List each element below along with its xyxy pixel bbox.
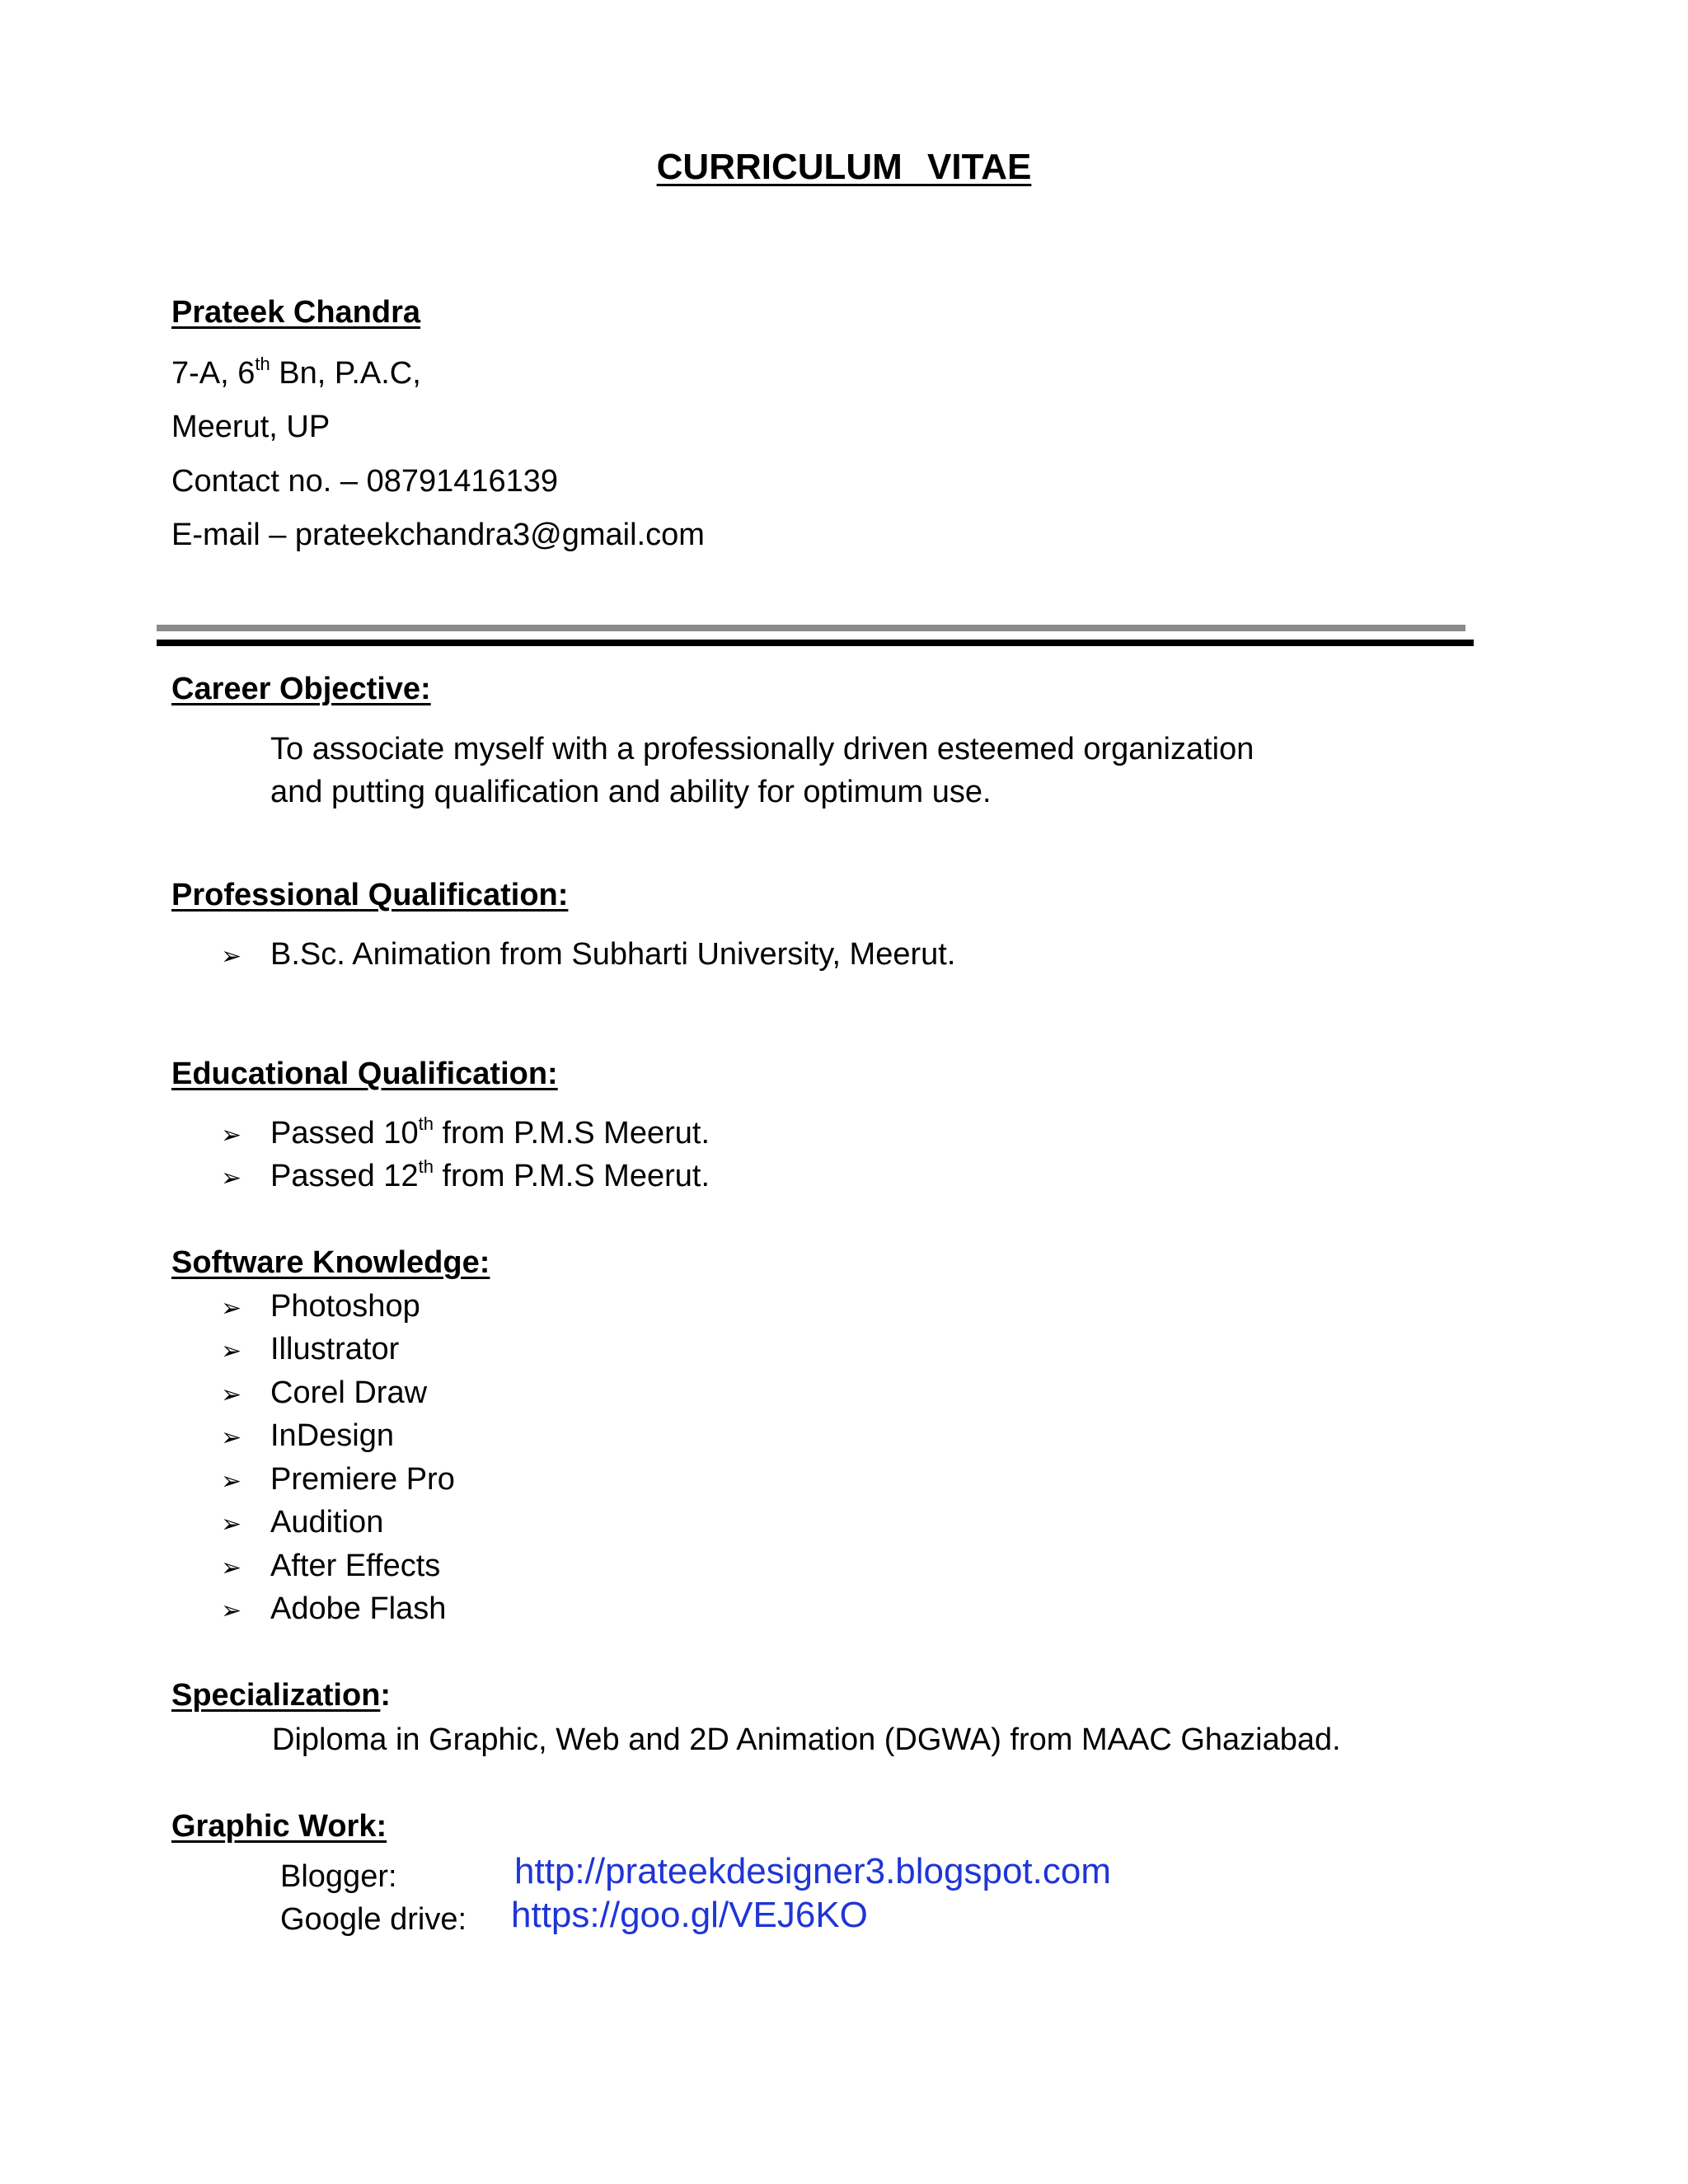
arrow-bullet-icon: ➢ [221, 1423, 242, 1452]
google-drive-label: Google drive: [280, 1902, 467, 1937]
graphic-work-heading: Graphic Work: [171, 1809, 387, 1844]
candidate-name: Prateek Chandra [171, 295, 421, 330]
divider-black [157, 640, 1474, 646]
career-objective-heading: Career Objective: [171, 672, 431, 706]
software-item: Illustrator [270, 1332, 400, 1366]
software-item: After Effects [270, 1549, 441, 1583]
arrow-bullet-icon: ➢ [221, 1596, 242, 1625]
google-drive-link[interactable]: https://goo.gl/VEJ6KO [511, 1895, 868, 1935]
specialization-text: Diploma in Graphic, Web and 2D Animation (DGWA) from MAAC Ghaziabad. [272, 1722, 1341, 1757]
software-item: Adobe Flash [270, 1591, 447, 1626]
software-item: Premiere Pro [270, 1462, 455, 1497]
software-item: Photoshop [270, 1289, 420, 1324]
arrow-bullet-icon: ➢ [221, 1121, 242, 1150]
divider-grey [157, 625, 1465, 631]
arrow-bullet-icon: ➢ [221, 942, 242, 971]
address-line-2: Meerut, UP [171, 410, 331, 444]
education-item-12th: Passed 12th from P.M.S Meerut. [270, 1156, 710, 1193]
blogger-link[interactable]: http://prateekdesigner3.blogspot.com [514, 1851, 1112, 1891]
software-item: InDesign [270, 1418, 394, 1453]
specialization-heading: Specialization: [171, 1678, 392, 1713]
arrow-bullet-icon: ➢ [221, 1164, 242, 1193]
arrow-bullet-icon: ➢ [221, 1467, 242, 1496]
professional-qualification-item: B.Sc. Animation from Subharti University, Meerut. [270, 937, 956, 972]
arrow-bullet-icon: ➢ [221, 1337, 242, 1366]
arrow-bullet-icon: ➢ [221, 1554, 242, 1582]
address-line-1: 7-A, 6th Bn, P.A.C, [171, 354, 421, 391]
arrow-bullet-icon: ➢ [221, 1380, 242, 1409]
educational-qualification-heading: Educational Qualification: [171, 1057, 558, 1091]
arrow-bullet-icon: ➢ [221, 1510, 242, 1539]
education-item-10th: Passed 10th from P.M.S Meerut. [270, 1113, 710, 1151]
career-objective-line-2: and putting qualification and ability for optimum use. [270, 775, 992, 809]
software-item: Corel Draw [270, 1376, 428, 1410]
software-knowledge-heading: Software Knowledge: [171, 1245, 490, 1280]
email-address: E-mail – prateekchandra3@gmail.com [171, 518, 705, 552]
page-title: CURRICULUM VITAE [656, 147, 1032, 187]
blogger-label: Blogger: [280, 1859, 397, 1894]
contact-number: Contact no. – 08791416139 [171, 464, 559, 499]
software-item: Audition [270, 1505, 384, 1540]
professional-qualification-heading: Professional Qualification: [171, 878, 569, 912]
career-objective-line-1: To associate myself with a professionally driven esteemed organization [270, 732, 1254, 766]
arrow-bullet-icon: ➢ [221, 1294, 242, 1323]
